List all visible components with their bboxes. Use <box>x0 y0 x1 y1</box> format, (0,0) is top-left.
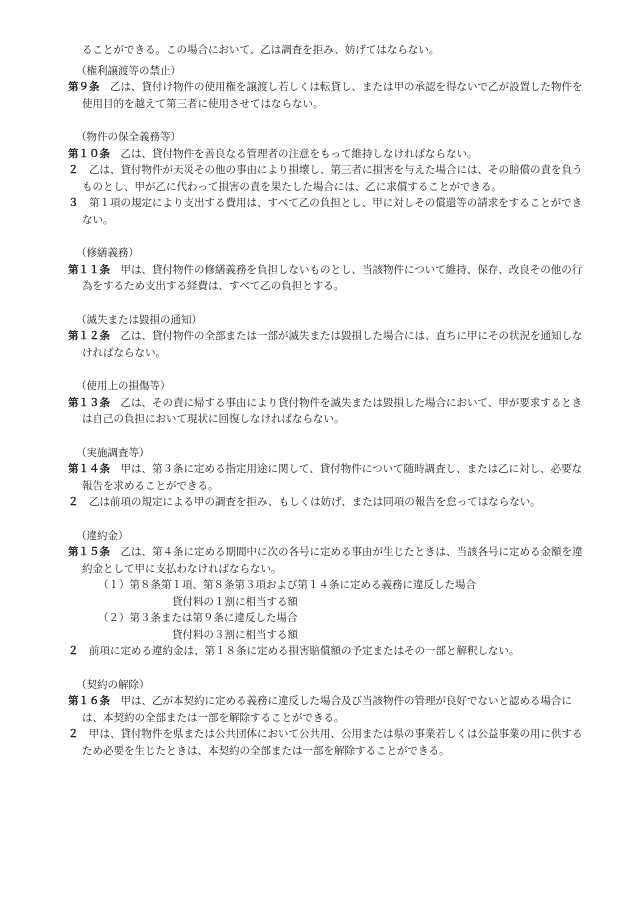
article-16-number: 第１６条 <box>68 695 110 707</box>
article-10-para-3 <box>68 195 586 228</box>
article-10-para-2-text: 乙は、貸付物件が天災その他の事由により損壊し、第三者に損害を与えた場合には、その賠償の責を負うものとし、甲が乙に代わって損害の責を果たした場合には、乙に求償することができる。 <box>78 164 583 193</box>
article-15-item-2-label: （２） <box>98 612 130 624</box>
article-16-para-2-number: ２ <box>68 728 79 740</box>
article-10-number: 第１０条 <box>68 147 110 160</box>
article-11-number: 第１１条 <box>68 263 110 276</box>
article-15-item-2 <box>68 610 586 627</box>
article-9-heading: （権利譲渡等の禁止） <box>76 64 181 77</box>
article-16-heading: （契約の解除） <box>76 678 150 691</box>
article-14-number: 第１４条 <box>68 463 110 475</box>
article-12-number: 第１２条 <box>68 330 110 342</box>
article-9-body <box>68 79 586 112</box>
article-16-text: 甲は、乙が本契約に定める義務に違反した場合及び当該物件の管理が良好でないと認める場合には、本契約の全部または一部を解除することができる。 <box>82 695 572 724</box>
article-11-body <box>68 262 586 295</box>
article-10-para-2 <box>68 162 586 195</box>
article-14-para-2-number: ２ <box>68 496 79 508</box>
article-15-number: 第１５条 <box>68 546 110 558</box>
article-15-item-2-amount: 貸付料の３割に相当する額 <box>172 628 298 641</box>
article-11-text: 甲は、貸付物件の修繕義務を負担しないものとし、当該物件について維持、保存、改良その他の行為をするため支出する経費は、すべて乙の負担とする。 <box>82 263 583 292</box>
article-15-heading: （違約金） <box>76 529 129 542</box>
article-10-para-3-number: ３ <box>68 197 79 209</box>
article-10-body <box>68 146 586 163</box>
article-16-body <box>68 693 586 726</box>
article-15-body <box>68 544 586 577</box>
article-13-number: 第１３条 <box>68 396 110 409</box>
article-15-para-2-text: 前項に定める違約金は、第１８条に定める損害賠償額の予定またはその一部と解釈しない。 <box>78 645 520 657</box>
article-15-para-2-number: ２ <box>68 645 79 657</box>
article-15-item-1-text: 第８条第１項、第８条第３項および第１４条に定める義務に違反した場合 <box>129 579 476 591</box>
article-14-para-2 <box>68 494 586 511</box>
article-13-body <box>68 395 586 428</box>
article-13-text: 乙は、その責に帰する事由により貸付物件を滅失または毀損した場合において、甲が要求するときは自己の負担において現状に回復しなければならない。 <box>82 396 583 425</box>
article-14-body <box>68 461 586 494</box>
article-15-item-1-label: （１） <box>98 579 130 591</box>
article-9-text: 乙は、貸付け物件の使用権を譲渡し若しくは転貸し、または甲の承認を得ないで乙が設置した物件を使用目的を越えて第三者に使用させてはならない。 <box>82 81 583 110</box>
article-10-heading: （物件の保全義務等） <box>76 131 181 143</box>
article-12-heading: （滅失または毀損の通知） <box>76 313 202 326</box>
article-12-body <box>68 328 586 361</box>
article-12-text: 乙は、貸付物件の全部または一部が滅失または毀損した場合には、直ちに甲にその状況を通知しなければならない。 <box>82 330 583 359</box>
article-15-text: 乙は、第４条に定める期間中に次の各号に定める事由が生じたときは、当該各号に定める金額を違約金として甲に支払わなければならない。 <box>82 546 583 575</box>
article-9-number: 第９条 <box>68 81 100 93</box>
article-10-text: 乙は、貸付物件を善良なる管理者の注意をもって維持しなければならない。 <box>110 147 478 160</box>
article-15-item-1-amount: 貸付料の１割に相当する額 <box>172 595 298 608</box>
article-14-heading: （実施調査等） <box>76 446 150 459</box>
article-15-item-1 <box>68 577 586 594</box>
article-16-para-2-text: 甲は、貸付物件を県または公共団体において公共用、公用または県の事業若しくは公益事業の用に供するため必要を生じたときは、本契約の全部または一部を解除することができる。 <box>78 728 583 757</box>
article-14-text: 甲は、第３条に定める指定用途に関して、貸付物件について随時調査し、または乙に対し、必要な報告を求めることができる。 <box>82 463 583 492</box>
article-16-para-2 <box>68 726 586 759</box>
article-14-para-2-text: 乙は前項の規定による甲の調査を拒み、もしくは妨げ、または同項の報告を怠ってはならない。 <box>78 496 541 508</box>
article-10-para-2-number: ２ <box>68 164 79 176</box>
article-15-para-2 <box>68 643 586 660</box>
article-10-para-3-text: 第１項の規定により支出する費用は、すべて乙の負担とし、甲に対しその償還等の請求をすることができない。 <box>78 197 583 226</box>
article-15-item-2-text: 第３条または第９条に違反した場合 <box>129 612 298 624</box>
carryover-text: ることができる。この場合において、乙は調査を拒み、妨げてはならない。 <box>82 44 440 56</box>
article-11-heading: （修繕義務） <box>76 247 139 259</box>
article-13-heading: （使用上の損傷等） <box>76 380 171 392</box>
